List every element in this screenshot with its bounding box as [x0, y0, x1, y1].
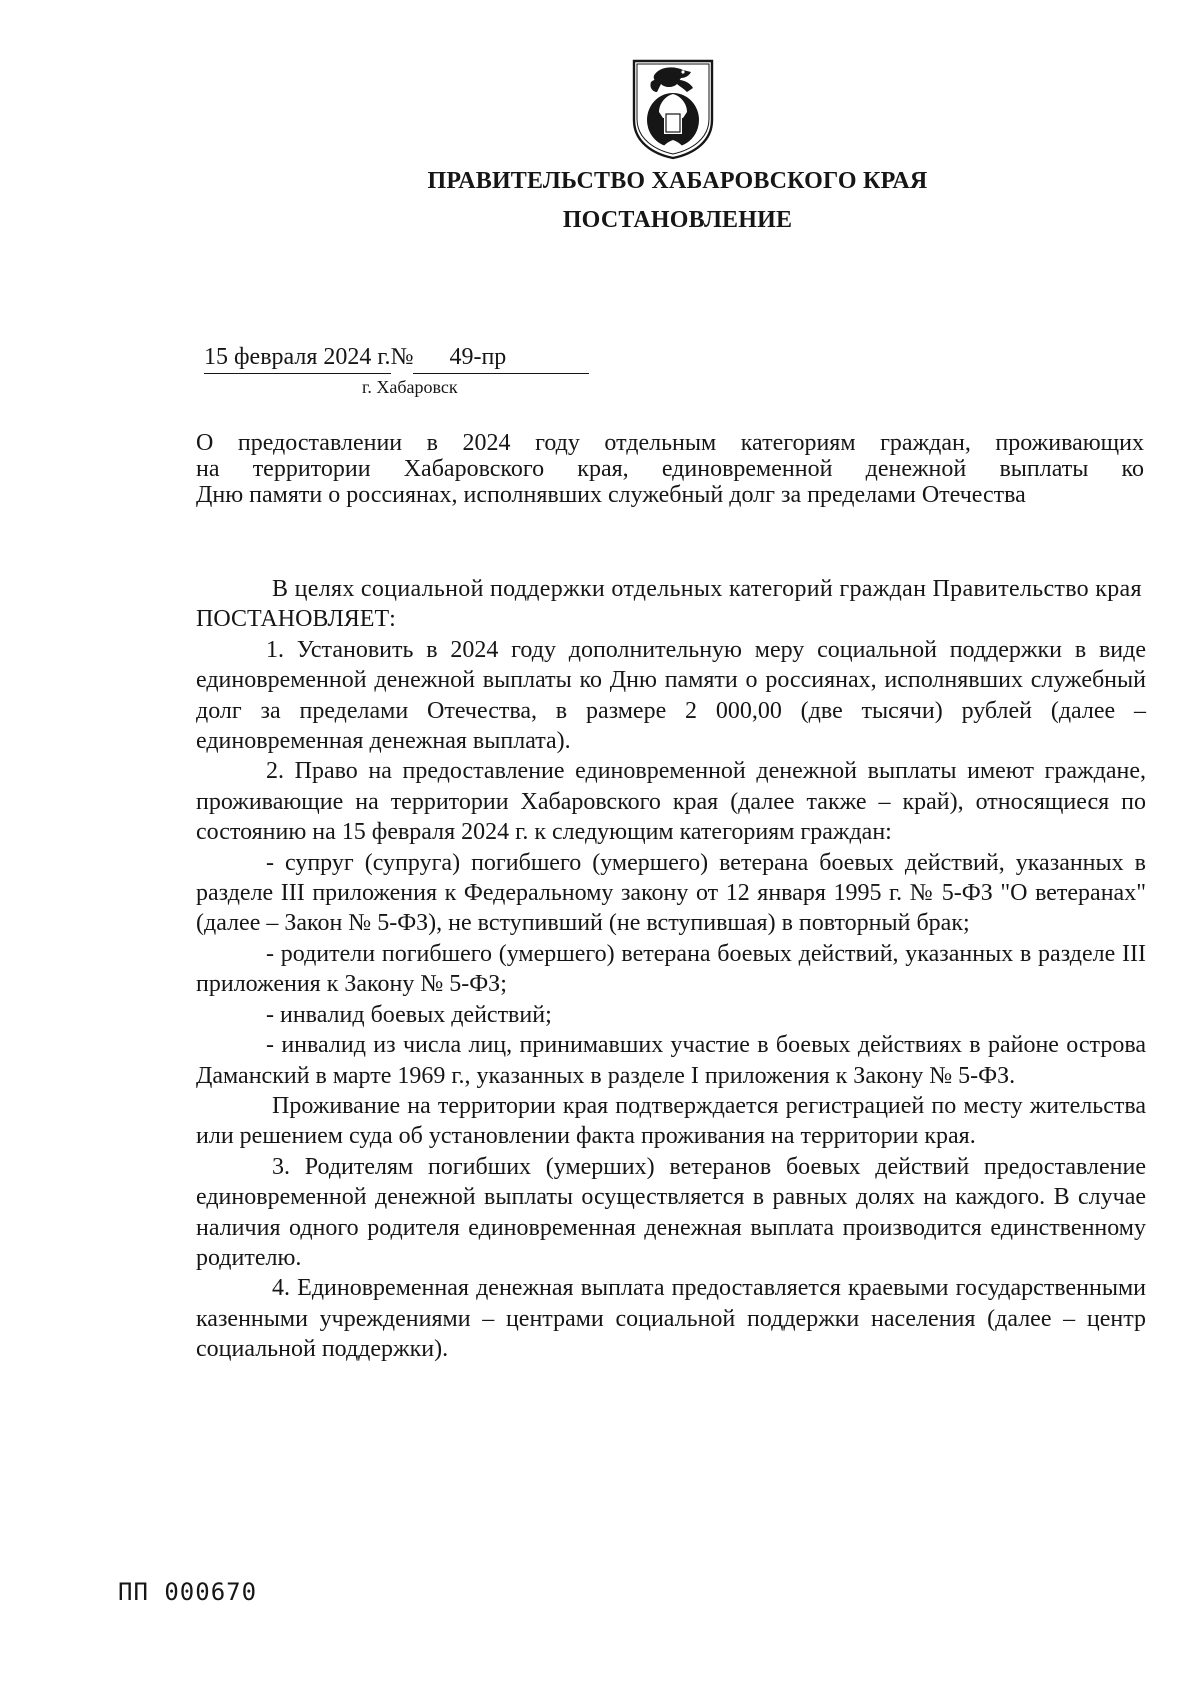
clause-paragraph: 1. Установить в 2024 году дополнительную меру социальной поддержки в виде единовременной денежной выплаты ко Дню памяти о россиянах, исполнявших служебный долг за пределами Отечества, в размере 2 000,00 (две тысячи) рублей (далее – единовременная денежная выплата). [196, 636, 1146, 755]
subject-line: Дню памяти о россиянах, исполнявших служебный долг за пределами Отечества [196, 482, 1026, 508]
document-date: 15 февраля 2024 г. [204, 344, 391, 374]
document-date-number [204, 344, 589, 374]
document-number: 49-пр [413, 344, 589, 374]
preamble-paragraph: В целях социальной поддержки отдельных категорий граждан Правительство края [272, 576, 1142, 602]
clause-paragraph: 4. Единовременная денежная выплата предоставляется краевыми государственными казенными учреждениями – центрами социальной поддержки населения (далее – центр социальной поддержки). [196, 1275, 1146, 1363]
subject-line: на территории Хабаровского края, единовременной денежной выплаты ко [196, 456, 1144, 482]
decree-word: ПОСТАНОВЛЯЕТ: [196, 606, 396, 633]
subject-line: О предоставлении в 2024 году отдельным категориям граждан, проживающих [196, 430, 1144, 456]
form-serial-code: ПП 000670 [118, 1578, 258, 1606]
government-title: ПРАВИТЕЛЬСТВО ХАБАРОВСКОГО КРАЯ [427, 168, 928, 194]
document-city: г. Хабаровск [362, 377, 458, 397]
number-sign: № [390, 344, 414, 370]
list-item-paragraph: - инвалид из числа лиц, принимавших участие в боевых действиях в районе острова Даманский в марте 1969 г., указанных в разделе I приложения к Закону № 5-ФЗ. [196, 1032, 1146, 1089]
list-item-paragraph: - родители погибшего (умершего) ветерана боевых действий, указанных в разделе III приложения к Закону № 5-ФЗ; [196, 940, 1146, 998]
clause-paragraph: 2. Право на предоставление единовременной денежной выплаты имеют граждане, проживающие на территории Хабаровского края (далее также – край), относящиеся по состоянию на 15 февраля 2024 г. к следующим категориям граждан: [196, 758, 1146, 846]
list-item-paragraph: - инвалид боевых действий; [266, 1001, 552, 1028]
clause-paragraph: Проживание на территории края подтверждается регистрацией по месту жительства или решением суда об установлении факта проживания на территории края. [196, 1092, 1146, 1150]
khabarovsk-coat-of-arms-icon [631, 58, 715, 160]
document-body [196, 574, 1146, 1365]
document-subject [196, 430, 1144, 508]
list-item-paragraph: - супруг (супруга) погибшего (умершего) ветерана боевых действий, указанных в разделе III приложения к Федеральному закону от 12 января 1995 г. № 5-ФЗ "О ветеранах" (далее – Закон № 5-ФЗ), не вступивший (не вступившая) в повторный брак; [196, 849, 1146, 937]
document-type-title: ПОСТАНОВЛЕНИЕ [562, 207, 793, 233]
clause-paragraph: 3. Родителям погибших (умерших) ветеранов боевых действий предоставление единовременной денежной выплаты осуществляется в равных долях на каждого. В случае наличия одного родителя единовременная денежная выплата производится единственному родителю. [196, 1153, 1146, 1271]
